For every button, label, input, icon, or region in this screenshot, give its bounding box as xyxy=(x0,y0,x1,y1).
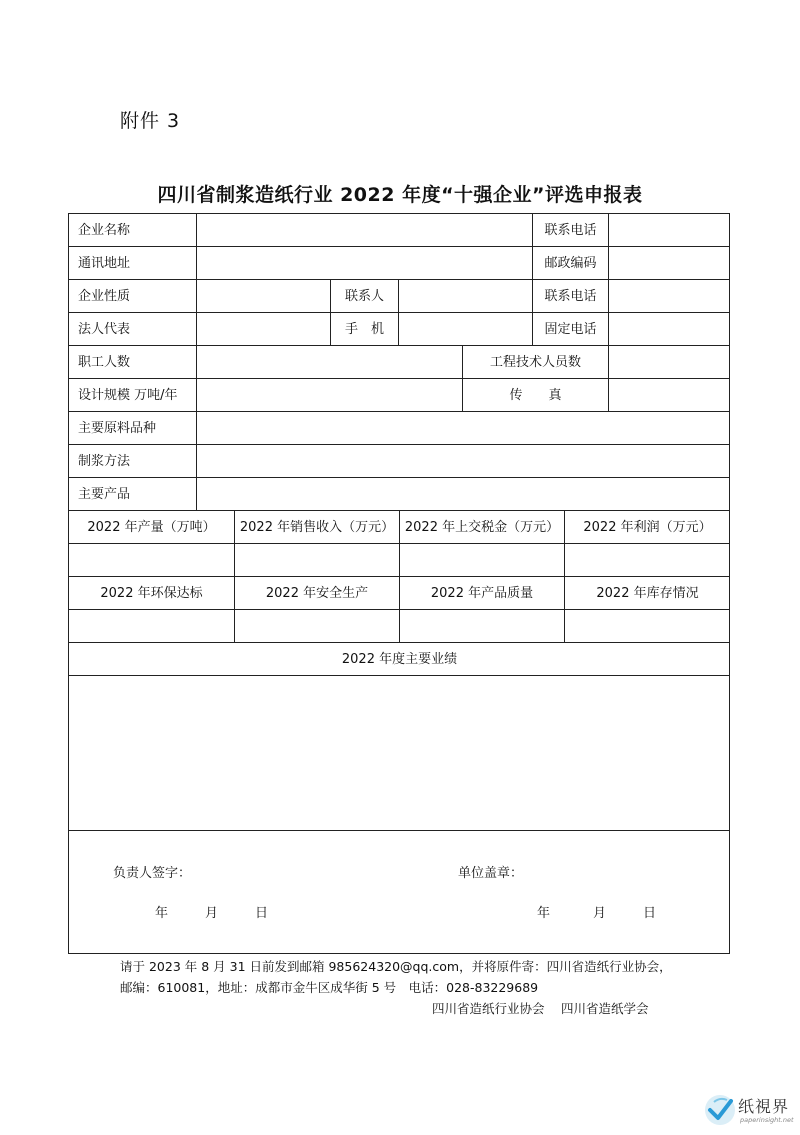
signature-seal-label: 单位盖章： xyxy=(458,866,524,881)
profit-header: 2022 年利润（万元） xyxy=(583,520,712,535)
col-line xyxy=(196,213,197,510)
row-line xyxy=(68,246,730,247)
tech-staff-label: 工程技术人员数 xyxy=(489,355,581,370)
pulping-label: 制浆方法 xyxy=(78,454,131,469)
row-line xyxy=(68,378,730,379)
raw-material-label: 主要原料品种 xyxy=(78,421,157,436)
row-line xyxy=(68,279,730,280)
row-line xyxy=(68,411,730,412)
fax-label: 传 真 xyxy=(509,388,562,403)
date-year-right: 年 xyxy=(537,906,551,921)
row-line xyxy=(68,444,730,445)
mobile-label: 手 机 xyxy=(344,322,384,337)
company-type-label: 企业性质 xyxy=(78,289,131,304)
products-label: 主要产品 xyxy=(78,487,131,502)
col-line xyxy=(608,213,609,411)
mailing-address: 邮编：610081，地址：成都市金牛区成华街 5 号 电话：028-83229689 xyxy=(120,980,539,995)
date-year-left: 年 xyxy=(155,906,169,921)
row-line xyxy=(68,312,730,313)
address-label: 通讯地址 xyxy=(78,256,131,271)
date-month-right: 月 xyxy=(593,906,607,921)
sales-header: 2022 年销售收入（万元） xyxy=(239,520,395,535)
signature-person-label: 负责人签字： xyxy=(113,866,192,881)
postcode-label: 邮政编码 xyxy=(544,256,597,271)
employees-label: 职工人数 xyxy=(78,355,131,370)
company-name-label: 企业名称 xyxy=(78,223,131,238)
inventory-header: 2022 年库存情况 xyxy=(596,586,699,601)
paperinsight-logo xyxy=(700,1088,800,1131)
date-day-left: 日 xyxy=(255,906,269,921)
date-month-left: 月 xyxy=(205,906,219,921)
quality-header: 2022 年产品质量 xyxy=(430,586,534,601)
watermark-url: paperinsight.net xyxy=(740,1116,794,1124)
tax-header: 2022 年上交税金（万元） xyxy=(404,520,560,535)
row-line xyxy=(68,642,730,643)
legal-rep-label: 法人代表 xyxy=(78,322,131,337)
organizers: 四川省造纸行业协会 四川省造纸学会 xyxy=(432,1001,649,1016)
attachment-label: 附件 3 xyxy=(120,110,181,132)
submission-note: 请于 2023 年 8 月 31 日前发到邮箱 985624320@qq.com，并将原件寄：四川省造纸行业协会， xyxy=(120,959,672,974)
watermark-brand: 纸視界 xyxy=(738,1097,790,1116)
capacity-label: 设计规模 万吨/年 xyxy=(78,388,178,403)
output-header: 2022 年产量（万吨） xyxy=(87,520,216,535)
col-line xyxy=(398,279,399,345)
row-line xyxy=(68,830,730,831)
safety-header: 2022 年安全生产 xyxy=(265,586,369,601)
contact-person-label: 联系人 xyxy=(344,289,384,304)
date-day-right: 日 xyxy=(643,906,657,921)
landline-label: 固定电话 xyxy=(544,322,597,337)
environment-header: 2022 年环保达标 xyxy=(100,586,203,601)
row-line xyxy=(68,345,730,346)
achievements-header: 2022 年度主要业绩 xyxy=(341,652,458,667)
form-title: 四川省制浆造纸行业 2022 年度“十强企业”评选申报表 xyxy=(157,184,643,206)
contact-phone-label: 联系电话 xyxy=(544,223,597,238)
contact-phone2-label: 联系电话 xyxy=(544,289,597,304)
row-line xyxy=(68,477,730,478)
row-line xyxy=(68,675,730,676)
